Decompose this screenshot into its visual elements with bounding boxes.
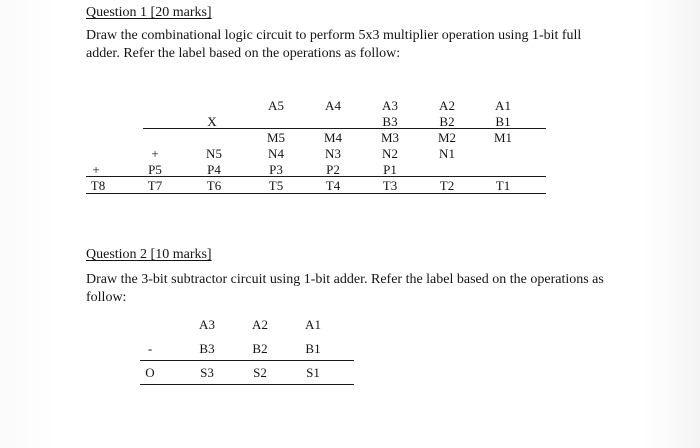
question-2-text: Draw the 3-bit subtractor circuit using 1-bit adder. Refer the label based on the operations as follow: bbox=[86, 272, 604, 305]
q2-minus-sign: - bbox=[147, 341, 153, 356]
q1-t6: T6 bbox=[206, 178, 222, 193]
q1-m1: M1 bbox=[493, 130, 513, 145]
q1-rule-3 bbox=[86, 193, 546, 194]
q2-rule-1 bbox=[140, 360, 354, 361]
q1-t5: T5 bbox=[268, 178, 284, 193]
q2-a2: A2 bbox=[252, 317, 268, 332]
q1-t8: T8 bbox=[90, 178, 106, 193]
q1-p2: P2 bbox=[326, 162, 340, 177]
q1-plus-sign-1: + bbox=[151, 146, 159, 161]
q1-t1: T1 bbox=[495, 178, 511, 193]
q1-n4: N4 bbox=[268, 146, 284, 161]
q1-b2: B2 bbox=[439, 114, 455, 129]
q2-overflow-o: O bbox=[145, 365, 155, 380]
q2-a3: A3 bbox=[199, 317, 215, 332]
q1-p4: P4 bbox=[207, 162, 221, 177]
q1-rule-2 bbox=[86, 176, 546, 177]
question-1-heading: Question 1 [20 marks] bbox=[86, 5, 212, 20]
q1-a5: A5 bbox=[268, 98, 284, 113]
q1-t7: T7 bbox=[147, 178, 163, 193]
q1-n5: N5 bbox=[206, 146, 222, 161]
q2-s2: S2 bbox=[253, 365, 267, 380]
q1-a4: A4 bbox=[325, 98, 341, 113]
q1-b1: B1 bbox=[495, 114, 511, 129]
q2-b1: B1 bbox=[305, 341, 321, 356]
q1-m4: M4 bbox=[323, 130, 343, 145]
q1-n3: N3 bbox=[325, 146, 341, 161]
q2-s3: S3 bbox=[200, 365, 214, 380]
q1-m3: M3 bbox=[380, 130, 400, 145]
q2-a1: A1 bbox=[305, 317, 321, 332]
q2-b3: B3 bbox=[199, 341, 215, 356]
q1-n2: N2 bbox=[382, 146, 398, 161]
q1-plus-sign-2: + bbox=[92, 162, 100, 177]
q2-rule-2 bbox=[140, 384, 354, 385]
question-2-heading: Question 2 [10 marks] bbox=[86, 247, 212, 262]
q1-multiply-sign: X bbox=[207, 114, 217, 129]
q2-s1: S1 bbox=[306, 365, 320, 380]
q1-t2: T2 bbox=[439, 178, 455, 193]
q1-a1: A1 bbox=[495, 98, 511, 113]
q1-m2: M2 bbox=[437, 130, 457, 145]
q1-t3: T3 bbox=[382, 178, 398, 193]
q1-rule-1 bbox=[143, 128, 546, 129]
q1-b3: B3 bbox=[382, 114, 398, 129]
question-1-text: Draw the combinational logic circuit to perform 5x3 multiplier operation using 1-bit full adder. Refer the label based on the operations as follow: bbox=[86, 28, 582, 61]
q1-a2: A2 bbox=[439, 98, 455, 113]
q2-b2: B2 bbox=[252, 341, 268, 356]
q1-p3: P3 bbox=[269, 162, 283, 177]
q1-p1: P1 bbox=[383, 162, 397, 177]
q1-p5: P5 bbox=[148, 162, 162, 177]
q1-t4: T4 bbox=[325, 178, 341, 193]
q1-n1: N1 bbox=[439, 146, 455, 161]
q1-a3: A3 bbox=[382, 98, 398, 113]
q1-m5: M5 bbox=[266, 130, 286, 145]
